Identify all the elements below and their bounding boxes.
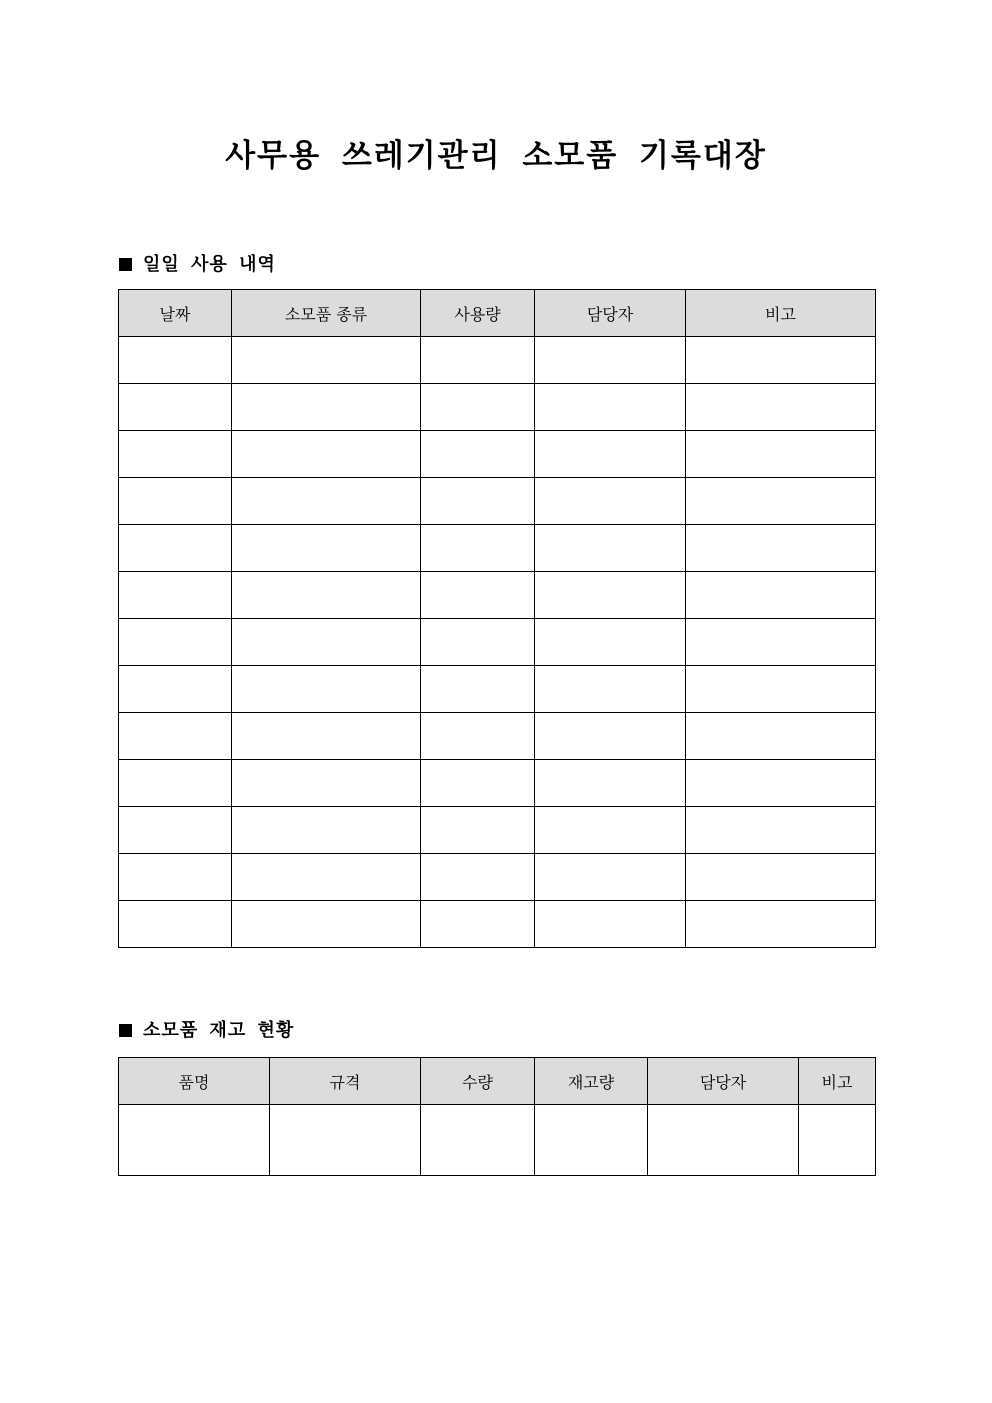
usage-table-row [119,760,876,807]
table-cell[interactable] [421,901,535,948]
table-cell[interactable] [686,901,876,948]
table-cell[interactable] [119,901,232,948]
table-cell[interactable] [535,901,686,948]
usage-table-row [119,901,876,948]
table-cell[interactable] [119,525,232,572]
table-cell[interactable] [535,854,686,901]
table-cell[interactable] [232,760,421,807]
table-cell[interactable] [119,1105,270,1176]
table-cell[interactable] [232,337,421,384]
table-cell[interactable] [686,337,876,384]
table-cell[interactable] [119,666,232,713]
stock-col-manager: 담당자 [648,1058,799,1105]
usage-table-row [119,478,876,525]
stock-table [118,1057,876,1176]
usage-col-date: 날짜 [119,290,232,337]
table-cell[interactable] [119,854,232,901]
usage-table-row [119,431,876,478]
table-cell[interactable] [686,760,876,807]
table-cell[interactable] [421,666,535,713]
table-cell[interactable] [421,1105,535,1176]
table-cell[interactable] [421,760,535,807]
table-cell[interactable] [119,572,232,619]
stock-col-quantity: 수량 [421,1058,535,1105]
table-cell[interactable] [232,572,421,619]
usage-col-manager: 담당자 [535,290,686,337]
table-cell[interactable] [686,619,876,666]
stock-col-spec: 규격 [270,1058,421,1105]
table-cell[interactable] [686,854,876,901]
usage-table-row [119,384,876,431]
table-cell[interactable] [535,572,686,619]
table-cell[interactable] [421,384,535,431]
usage-table-row [119,854,876,901]
usage-table-row [119,337,876,384]
table-cell[interactable] [535,713,686,760]
stock-table-row [119,1105,876,1176]
table-cell[interactable] [232,854,421,901]
table-cell[interactable] [535,666,686,713]
table-cell[interactable] [421,431,535,478]
table-cell[interactable] [232,901,421,948]
stock-section-heading [119,1019,294,1043]
table-cell[interactable] [119,478,232,525]
stock-col-note: 비고 [799,1058,876,1105]
square-bullet-icon [119,258,132,271]
stock-col-stock-level: 재고량 [535,1058,648,1105]
table-cell[interactable] [535,1105,648,1176]
table-cell[interactable] [232,713,421,760]
table-cell[interactable] [232,807,421,854]
table-cell[interactable] [686,713,876,760]
table-cell[interactable] [686,525,876,572]
table-cell[interactable] [421,713,535,760]
table-cell[interactable] [535,478,686,525]
usage-table-row [119,807,876,854]
table-cell[interactable] [119,807,232,854]
table-cell[interactable] [535,760,686,807]
table-cell[interactable] [421,807,535,854]
table-cell[interactable] [421,478,535,525]
table-cell[interactable] [535,431,686,478]
table-cell[interactable] [648,1105,799,1176]
table-cell[interactable] [535,525,686,572]
stock-header-row [119,1058,876,1105]
table-cell[interactable] [686,572,876,619]
usage-col-item-type: 소모품 종류 [232,290,421,337]
table-cell[interactable] [119,431,232,478]
table-cell[interactable] [799,1105,876,1176]
document-title: 사무용 쓰레기관리 소모품 기록대장 [225,138,767,174]
usage-col-note: 비고 [686,290,876,337]
usage-heading-text: 일일 사용 내역 [143,254,276,275]
usage-section-heading [119,253,276,277]
table-cell[interactable] [421,619,535,666]
table-cell[interactable] [535,384,686,431]
table-cell[interactable] [421,525,535,572]
table-cell[interactable] [686,807,876,854]
square-bullet-icon [119,1024,132,1037]
usage-table-row [119,619,876,666]
table-cell[interactable] [232,431,421,478]
table-cell[interactable] [686,431,876,478]
table-cell[interactable] [119,337,232,384]
table-cell[interactable] [119,384,232,431]
usage-table [118,289,876,948]
usage-header-row [119,290,876,337]
table-cell[interactable] [421,854,535,901]
table-cell[interactable] [686,666,876,713]
stock-col-item-name: 품명 [119,1058,270,1105]
usage-table-row [119,572,876,619]
table-cell[interactable] [232,666,421,713]
table-cell[interactable] [535,807,686,854]
table-cell[interactable] [119,619,232,666]
usage-table-row [119,525,876,572]
table-cell[interactable] [421,572,535,619]
table-cell[interactable] [232,478,421,525]
table-cell[interactable] [232,619,421,666]
usage-table-row [119,666,876,713]
usage-col-amount: 사용량 [421,290,535,337]
table-cell[interactable] [535,337,686,384]
table-cell[interactable] [421,337,535,384]
table-cell[interactable] [232,525,421,572]
table-cell[interactable] [686,384,876,431]
usage-table-row [119,713,876,760]
stock-heading-text: 소모품 재고 현황 [143,1020,295,1041]
table-cell[interactable] [119,713,232,760]
table-cell[interactable] [232,384,421,431]
table-cell[interactable] [270,1105,421,1176]
table-cell[interactable] [535,619,686,666]
table-cell[interactable] [686,478,876,525]
table-cell[interactable] [119,760,232,807]
